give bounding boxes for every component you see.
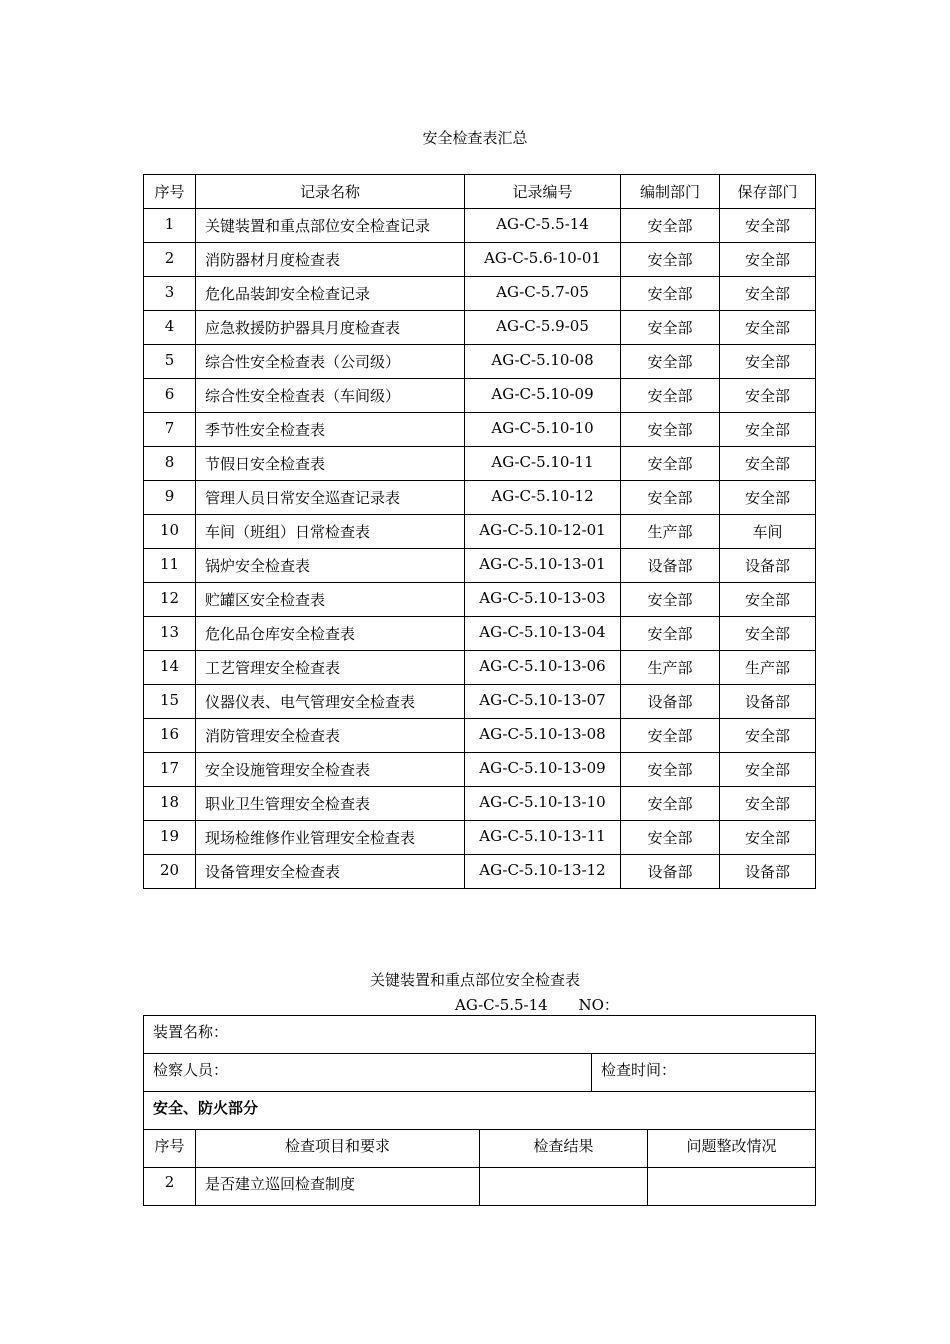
keeper-dept: 安全部 bbox=[720, 345, 816, 379]
form-header-row bbox=[144, 1130, 816, 1168]
row-index: 19 bbox=[144, 821, 196, 855]
record-name: 设备管理安全检查表 bbox=[196, 855, 465, 889]
check-time-field[interactable]: 检查时间： bbox=[592, 1054, 816, 1092]
keeper-dept: 安全部 bbox=[720, 753, 816, 787]
record-code: AG-C-5.10-13-10 bbox=[465, 787, 621, 821]
table-row bbox=[144, 617, 816, 651]
record-code: AG-C-5.10-13-12 bbox=[465, 855, 621, 889]
author-dept: 设备部 bbox=[621, 855, 720, 889]
row-index: 11 bbox=[144, 549, 196, 583]
record-name: 贮罐区安全检查表 bbox=[196, 583, 465, 617]
table-row bbox=[144, 821, 816, 855]
table-row bbox=[144, 1168, 816, 1206]
device-name-field[interactable]: 装置名称： bbox=[144, 1016, 816, 1054]
record-name: 仪器仪表、电气管理安全检查表 bbox=[196, 685, 465, 719]
form-title: 关键装置和重点部位安全检查表 bbox=[369, 971, 580, 989]
keeper-dept: 生产部 bbox=[720, 651, 816, 685]
form-col-header-index: 序号 bbox=[144, 1130, 196, 1168]
record-name: 关键装置和重点部位安全检查记录 bbox=[196, 209, 465, 243]
author-dept: 安全部 bbox=[621, 481, 720, 515]
keeper-dept: 安全部 bbox=[720, 311, 816, 345]
table-row bbox=[144, 243, 816, 277]
table-row bbox=[144, 481, 816, 515]
summary-table bbox=[143, 174, 816, 889]
row-index: 5 bbox=[144, 345, 196, 379]
author-dept: 安全部 bbox=[621, 413, 720, 447]
col-header-record-code: 记录编号 bbox=[465, 175, 621, 209]
record-code: AG-C-5.10-13-11 bbox=[465, 821, 621, 855]
record-code: AG-C-5.10-13-06 bbox=[465, 651, 621, 685]
record-code: AG-C-5.10-08 bbox=[465, 345, 621, 379]
keeper-dept: 安全部 bbox=[720, 583, 816, 617]
author-dept: 安全部 bbox=[621, 787, 720, 821]
row-index: 2 bbox=[144, 243, 196, 277]
record-code: AG-C-5.10-13-07 bbox=[465, 685, 621, 719]
record-name: 季节性安全检查表 bbox=[196, 413, 465, 447]
col-header-keeper-dept: 保存部门 bbox=[720, 175, 816, 209]
keeper-dept: 安全部 bbox=[720, 617, 816, 651]
summary-header-row bbox=[144, 175, 816, 209]
table-row bbox=[144, 685, 816, 719]
record-code: AG-C-5.7-05 bbox=[465, 277, 621, 311]
record-name: 管理人员日常安全巡查记录表 bbox=[196, 481, 465, 515]
record-name: 车间（班组）日常检查表 bbox=[196, 515, 465, 549]
record-code: AG-C-5.9-05 bbox=[465, 311, 621, 345]
record-name: 消防管理安全检查表 bbox=[196, 719, 465, 753]
keeper-dept: 安全部 bbox=[720, 821, 816, 855]
author-dept: 生产部 bbox=[621, 651, 720, 685]
record-code: AG-C-5.10-09 bbox=[465, 379, 621, 413]
keeper-dept: 设备部 bbox=[720, 685, 816, 719]
author-dept: 安全部 bbox=[621, 345, 720, 379]
author-dept: 生产部 bbox=[621, 515, 720, 549]
table-row bbox=[144, 413, 816, 447]
table-row bbox=[144, 787, 816, 821]
keeper-dept: 安全部 bbox=[720, 413, 816, 447]
form-col-header-result: 检查结果 bbox=[480, 1130, 648, 1168]
table-row bbox=[144, 515, 816, 549]
record-code: AG-C-5.10-10 bbox=[465, 413, 621, 447]
keeper-dept: 设备部 bbox=[720, 549, 816, 583]
record-name: 工艺管理安全检查表 bbox=[196, 651, 465, 685]
table-row bbox=[144, 583, 816, 617]
row-index: 14 bbox=[144, 651, 196, 685]
row-index: 3 bbox=[144, 277, 196, 311]
author-dept: 设备部 bbox=[621, 685, 720, 719]
row-index: 16 bbox=[144, 719, 196, 753]
record-code: AG-C-5.5-14 bbox=[465, 209, 621, 243]
col-header-record-name: 记录名称 bbox=[196, 175, 465, 209]
record-name: 消防器材月度检查表 bbox=[196, 243, 465, 277]
row-index: 20 bbox=[144, 855, 196, 889]
record-name: 危化品装卸安全检查记录 bbox=[196, 277, 465, 311]
record-code: AG-C-5.10-13-08 bbox=[465, 719, 621, 753]
row-index: 8 bbox=[144, 447, 196, 481]
row-index: 4 bbox=[144, 311, 196, 345]
author-dept: 安全部 bbox=[621, 379, 720, 413]
table-row bbox=[144, 447, 816, 481]
table-row bbox=[144, 379, 816, 413]
table-row bbox=[144, 277, 816, 311]
table-row bbox=[144, 345, 816, 379]
keeper-dept: 安全部 bbox=[720, 787, 816, 821]
author-dept: 安全部 bbox=[621, 277, 720, 311]
record-code: AG-C-5.10-12 bbox=[465, 481, 621, 515]
record-name: 综合性安全检查表（公司级） bbox=[196, 345, 465, 379]
form-row-rectification[interactable] bbox=[648, 1168, 816, 1206]
record-name: 危化品仓库安全检查表 bbox=[196, 617, 465, 651]
form-col-header-rectification: 问题整改情况 bbox=[648, 1130, 816, 1168]
keeper-dept: 安全部 bbox=[720, 481, 816, 515]
row-index: 17 bbox=[144, 753, 196, 787]
table-row bbox=[144, 719, 816, 753]
table-row bbox=[144, 209, 816, 243]
table-row bbox=[144, 549, 816, 583]
record-name: 节假日安全检查表 bbox=[196, 447, 465, 481]
summary-title: 安全检查表汇总 bbox=[422, 129, 528, 147]
row-index: 13 bbox=[144, 617, 196, 651]
row-index: 1 bbox=[144, 209, 196, 243]
keeper-dept: 设备部 bbox=[720, 855, 816, 889]
record-name: 安全设施管理安全检查表 bbox=[196, 753, 465, 787]
row-index: 18 bbox=[144, 787, 196, 821]
record-code: AG-C-5.10-11 bbox=[465, 447, 621, 481]
author-dept: 设备部 bbox=[621, 549, 720, 583]
record-name: 应急救援防护器具月度检查表 bbox=[196, 311, 465, 345]
keeper-dept: 安全部 bbox=[720, 719, 816, 753]
author-dept: 安全部 bbox=[621, 243, 720, 277]
row-index: 7 bbox=[144, 413, 196, 447]
author-dept: 安全部 bbox=[621, 753, 720, 787]
inspector-field[interactable]: 检察人员： bbox=[144, 1054, 592, 1092]
keeper-dept: 安全部 bbox=[720, 277, 816, 311]
col-header-author-dept: 编制部门 bbox=[621, 175, 720, 209]
record-code: AG-C-5.6-10-01 bbox=[465, 243, 621, 277]
record-name: 职业卫生管理安全检查表 bbox=[196, 787, 465, 821]
row-index: 15 bbox=[144, 685, 196, 719]
table-row bbox=[144, 855, 816, 889]
record-name: 锅炉安全检查表 bbox=[196, 549, 465, 583]
author-dept: 安全部 bbox=[621, 821, 720, 855]
record-name: 现场检维修作业管理安全检查表 bbox=[196, 821, 465, 855]
author-dept: 安全部 bbox=[621, 583, 720, 617]
form-row-result[interactable] bbox=[480, 1168, 648, 1206]
form-no-label: NO： bbox=[578, 996, 619, 1014]
row-index: 6 bbox=[144, 379, 196, 413]
section-label: 安全、防火部分 bbox=[144, 1092, 816, 1130]
table-row bbox=[144, 651, 816, 685]
row-index: 12 bbox=[144, 583, 196, 617]
author-dept: 安全部 bbox=[621, 311, 720, 345]
col-header-index: 序号 bbox=[144, 175, 196, 209]
author-dept: 安全部 bbox=[621, 719, 720, 753]
row-index: 10 bbox=[144, 515, 196, 549]
record-code: AG-C-5.10-12-01 bbox=[465, 515, 621, 549]
keeper-dept: 车间 bbox=[720, 515, 816, 549]
keeper-dept: 安全部 bbox=[720, 379, 816, 413]
record-code: AG-C-5.10-13-01 bbox=[465, 549, 621, 583]
keeper-dept: 安全部 bbox=[720, 243, 816, 277]
form-code: AG-C-5.5-14 bbox=[455, 996, 548, 1014]
record-code: AG-C-5.10-13-03 bbox=[465, 583, 621, 617]
inspection-form-table bbox=[143, 1015, 816, 1206]
author-dept: 安全部 bbox=[621, 447, 720, 481]
form-row-index: 2 bbox=[144, 1168, 196, 1206]
author-dept: 安全部 bbox=[621, 209, 720, 243]
row-index: 9 bbox=[144, 481, 196, 515]
table-row bbox=[144, 753, 816, 787]
record-name: 综合性安全检查表（车间级） bbox=[196, 379, 465, 413]
form-subtitle bbox=[455, 994, 619, 1015]
author-dept: 安全部 bbox=[621, 617, 720, 651]
keeper-dept: 安全部 bbox=[720, 209, 816, 243]
form-col-header-item: 检查项目和要求 bbox=[196, 1130, 480, 1168]
form-row-item: 是否建立巡回检查制度 bbox=[196, 1168, 480, 1206]
keeper-dept: 安全部 bbox=[720, 447, 816, 481]
record-code: AG-C-5.10-13-04 bbox=[465, 617, 621, 651]
table-row bbox=[144, 311, 816, 345]
record-code: AG-C-5.10-13-09 bbox=[465, 753, 621, 787]
